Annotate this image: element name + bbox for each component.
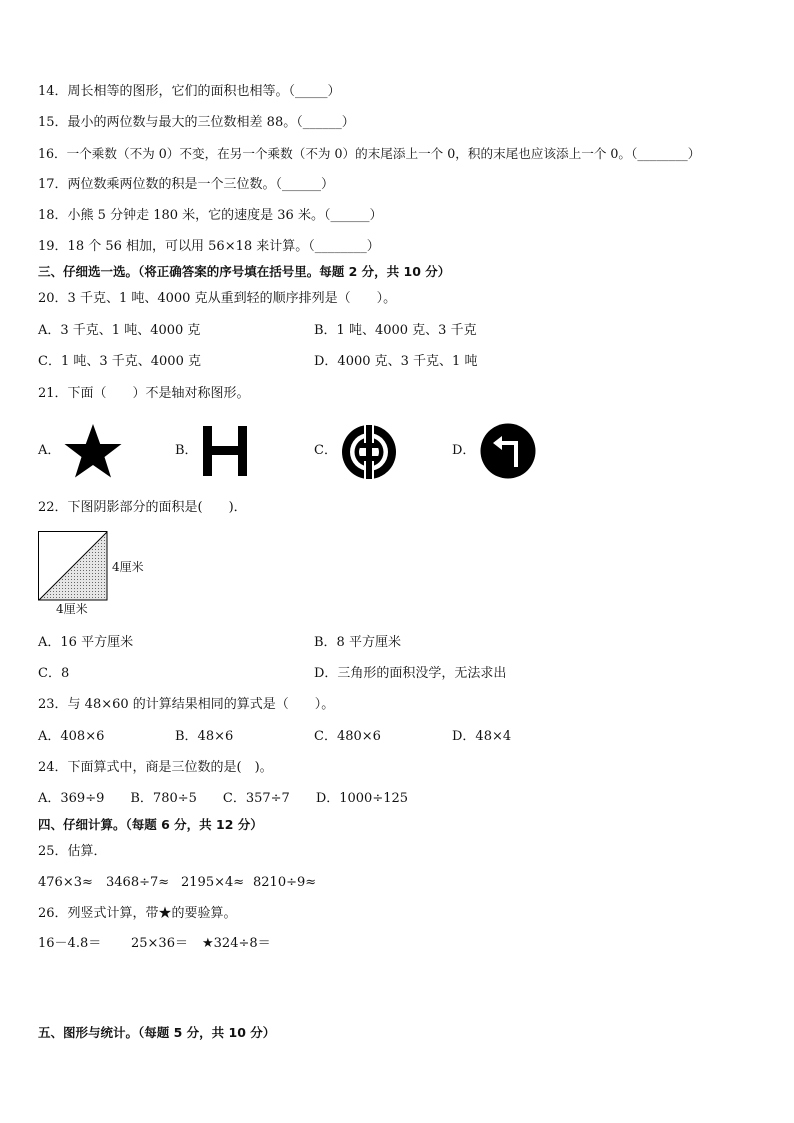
q26-item: 16－4.8＝	[38, 936, 102, 951]
question-20-stem: 20．3 千克、1 吨、4000 克从重到轻的顺序排列是（ ）。	[38, 291, 397, 306]
question-18: 18．小熊 5 分钟走 180 米，它的速度是 36 米。（______）	[38, 208, 383, 223]
q21-option-d: D．	[452, 443, 476, 458]
section-3-heading: 三、仔细选一选。（将正确答案的序号填在括号里。每题 2 分，共 10 分）	[38, 264, 451, 279]
question-19: 19．18 个 56 相加，可以用 56×18 来计算。（________）	[38, 239, 380, 254]
figure-bottom-label: 4厘米	[56, 602, 88, 616]
question-22-stem: 22．下图阴影部分的面积是( )．	[38, 500, 247, 515]
question-17: 17．两位数乘两位数的积是一个三位数。（______）	[38, 177, 335, 192]
q24-options: A．369÷9 B．780÷5 C．357÷7 D．1000÷125	[38, 791, 409, 806]
question-15: 15．最小的两位数与最大的三位数相差 88。（______）	[38, 115, 355, 130]
q23-option-a: A．408×6	[38, 729, 105, 744]
q21-option-a: A．	[38, 443, 61, 458]
q22-option-d: D．三角形的面积没学，无法求出	[314, 666, 507, 681]
q26-item: 25×36＝	[131, 936, 188, 951]
q22-option-a: A．16 平方厘米	[38, 635, 134, 650]
q21-option-b: B．	[175, 443, 198, 458]
question-25-stem: 25．估算．	[38, 844, 107, 859]
q25-item: 476×3≈	[38, 875, 93, 890]
section-5-heading: 五、图形与统计。（每题 5 分，共 10 分）	[38, 1025, 276, 1040]
figure-side-label: 4厘米	[112, 560, 144, 574]
bank-logo-icon	[341, 424, 397, 480]
turn-left-sign-icon	[480, 423, 536, 479]
q20-option-d: D．4000 克、3 千克、1 吨	[314, 354, 478, 369]
q22-option-c: C．8	[38, 666, 70, 681]
question-23-stem: 23．与 48×60 的计算结果相同的算式是（ ）。	[38, 697, 335, 712]
q25-item: 2195×4≈	[181, 875, 245, 890]
letter-h-icon	[203, 426, 247, 476]
star-icon	[62, 423, 124, 479]
section-4-heading: 四、仔细计算。（每题 6 分，共 12 分）	[38, 817, 263, 832]
question-26-stem: 26．列竖式计算，带★的要验算。	[38, 906, 237, 921]
question-14: 14．周长相等的图形，它们的面积也相等。（_____）	[38, 84, 341, 99]
q20-option-c: C．1 吨、3 千克、4000 克	[38, 354, 201, 369]
q22-option-b: B．8 平方厘米	[314, 635, 401, 650]
q25-item: 8210÷9≈	[253, 875, 317, 890]
square-shaded-triangle-figure	[38, 531, 108, 601]
question-16: 16．一个乘数（不为 0）不变，在另一个乘数（不为 0）的末尾添上一个 0，积的末尾也应该添上一个 0。（________）	[38, 146, 701, 161]
q26-item: ★324÷8＝	[202, 936, 271, 951]
question-24-stem: 24．下面算式中，商是三位数的是( )。	[38, 760, 273, 775]
q25-item: 3468÷7≈	[106, 875, 170, 890]
q23-option-d: D．48×4	[452, 729, 512, 744]
q23-option-c: C．480×6	[314, 729, 381, 744]
question-21-stem: 21．下面（ ）不是轴对称图形。	[38, 386, 250, 401]
q20-option-b: B．1 吨、4000 克、3 千克	[314, 323, 477, 338]
q21-option-c: C．	[314, 443, 337, 458]
q23-option-b: B．48×6	[175, 729, 234, 744]
q20-option-a: A．3 千克、1 吨、4000 克	[38, 323, 201, 338]
